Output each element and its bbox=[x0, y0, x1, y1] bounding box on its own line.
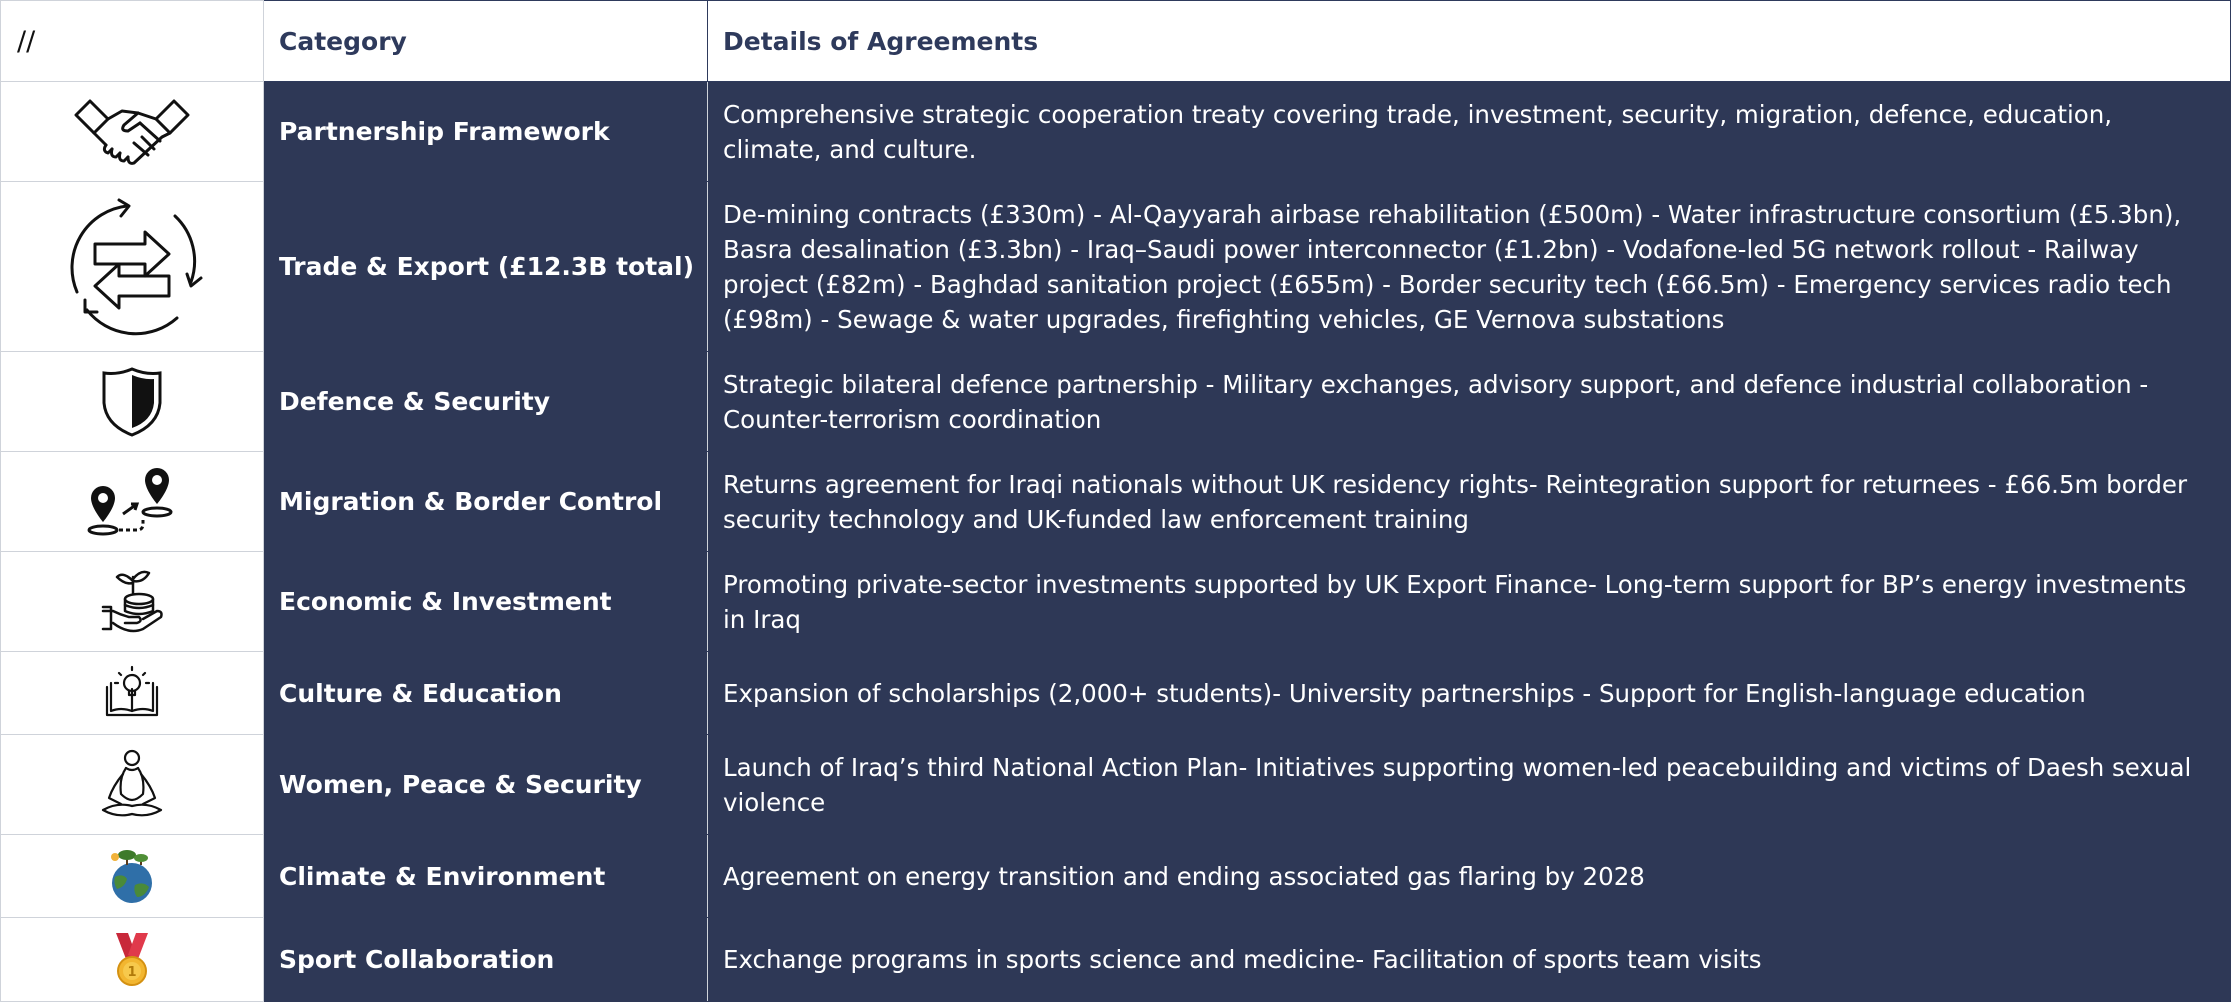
meditation-icon bbox=[97, 774, 167, 793]
category-cell: Defence & Security bbox=[264, 352, 708, 452]
table-row bbox=[1, 652, 2231, 735]
table-row bbox=[1, 182, 2231, 352]
table-row bbox=[1, 835, 2231, 918]
earth-trees-icon bbox=[105, 866, 159, 885]
details-cell: Agreement on energy transition and ending associated gas flaring by 2028 bbox=[708, 835, 2231, 918]
category-cell: Climate & Environment bbox=[264, 835, 708, 918]
category-header: Category bbox=[264, 1, 708, 82]
details-cell: Comprehensive strategic cooperation treaty covering trade, investment, security, migration, defence, education, climate, and culture. bbox=[708, 82, 2231, 182]
details-cell: Strategic bilateral defence partnership - Military exchanges, advisory support, and defence industrial collaboration - Counter-terrorism coordination bbox=[708, 352, 2231, 452]
header-row bbox=[1, 1, 2231, 82]
category-cell: Sport Collaboration bbox=[264, 918, 708, 1002]
table-row bbox=[1, 352, 2231, 452]
corner-cell: // bbox=[1, 1, 264, 82]
table-row bbox=[1, 452, 2231, 552]
category-cell: Migration & Border Control bbox=[264, 452, 708, 552]
category-cell: Partnership Framework bbox=[264, 82, 708, 182]
icon-cell bbox=[1, 182, 264, 352]
details-cell: Promoting private-sector investments supported by UK Export Finance- Long-term support for BP’s energy investments in Iraq bbox=[708, 552, 2231, 652]
table-row bbox=[1, 82, 2231, 182]
handshake-icon bbox=[72, 121, 192, 140]
details-header: Details of Agreements bbox=[708, 1, 2231, 82]
details-cell: Expansion of scholarships (2,000+ students)- University partnerships - Support for English-language education bbox=[708, 652, 2231, 735]
category-cell: Women, Peace & Security bbox=[264, 735, 708, 835]
table-row bbox=[1, 918, 2231, 1002]
icon-cell bbox=[1, 835, 264, 918]
details-cell: Exchange programs in sports science and medicine- Facilitation of sports team visits bbox=[708, 918, 2231, 1002]
book-lightbulb-icon bbox=[103, 683, 161, 702]
investment-hand-icon bbox=[99, 591, 165, 610]
details-cell: Launch of Iraq’s third National Action Plan- Initiatives supporting women-led peacebuilding and victims of Daesh sexual violence bbox=[708, 735, 2231, 835]
table-row bbox=[1, 552, 2231, 652]
category-cell: Economic & Investment bbox=[264, 552, 708, 652]
category-cell: Culture & Education bbox=[264, 652, 708, 735]
location-route-icon bbox=[87, 491, 177, 510]
icon-cell bbox=[1, 918, 264, 1002]
medal-icon bbox=[112, 949, 152, 980]
icon-cell bbox=[1, 552, 264, 652]
table-row bbox=[1, 735, 2231, 835]
svg-text:1: 1 bbox=[127, 964, 137, 980]
details-cell: De-mining contracts (£330m) - Al-Qayyarah airbase rehabilitation (£500m) - Water infrastructure consortium (£5.3bn), Basra desalination (£3.3bn) - Iraq–Saudi power interconnector (£1.2bn) - Vodafone-led 5G network rollout - Railway project (£82m) - Baghdad sanitation project (£655m) - Border security tech (£66.5m) - Emergency services radio tech (£98m) - Sewage & water upgrades, firefighting vehicles, GE Vernova substations bbox=[708, 182, 2231, 352]
icon-cell bbox=[1, 352, 264, 452]
icon-cell bbox=[1, 82, 264, 182]
shield-icon bbox=[100, 391, 164, 410]
icon-cell bbox=[1, 735, 264, 835]
details-cell: Returns agreement for Iraqi nationals without UK residency rights- Reintegration support for returnees - £66.5m border security technology and UK-funded law enforcement training bbox=[708, 452, 2231, 552]
category-cell: Trade & Export (£12.3B total) bbox=[264, 182, 708, 352]
icon-cell bbox=[1, 652, 264, 735]
icon-cell bbox=[1, 452, 264, 552]
exchange-cycle-icon bbox=[57, 256, 207, 275]
